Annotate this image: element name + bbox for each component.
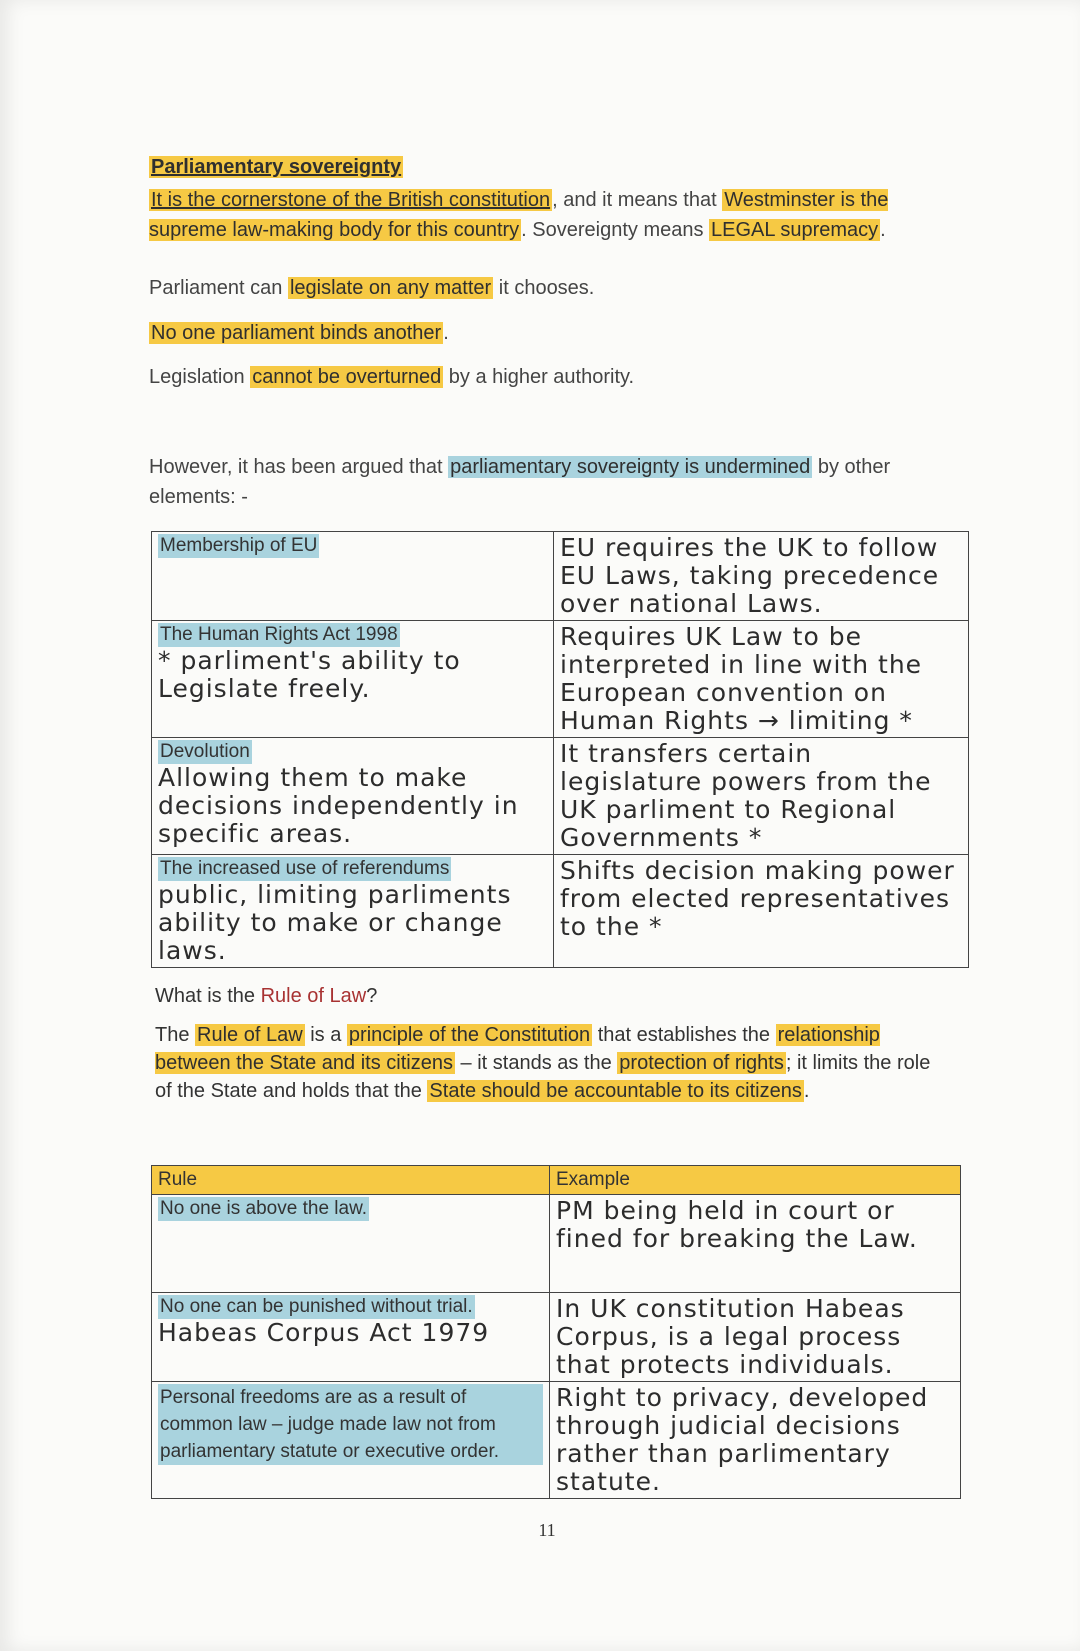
table-row bbox=[152, 1382, 961, 1499]
table-row bbox=[152, 1195, 961, 1293]
paragraph-undermined: However, it has been argued that parliamentary sovereignty is undermined by other elements: - bbox=[149, 456, 891, 508]
table-cell-label: Personal freedoms are as a result of common law – judge made law not from parliamentary statute or executive order. bbox=[152, 1382, 550, 1499]
handwritten-note: Habeas Corpus Act 1979 bbox=[158, 1318, 490, 1347]
sovereignty-table bbox=[151, 531, 969, 968]
handwritten-note: Allowing them to make decisions independently in specific areas. bbox=[158, 763, 519, 848]
table-row bbox=[152, 855, 969, 968]
table-row bbox=[152, 738, 969, 855]
table-cell-label: No one can be punished without trial. Habeas Corpus Act 1979 bbox=[152, 1293, 550, 1382]
table-cell-label: The increased use of referendums public, limiting parliments ability to make or change laws. bbox=[152, 855, 554, 968]
header-example: Example bbox=[550, 1166, 961, 1195]
rule-of-law-question: What is the Rule of Law? bbox=[155, 985, 378, 1007]
handwritten-note: public, limiting parliments ability to make or change laws. bbox=[158, 880, 512, 965]
rule-of-law-table bbox=[151, 1165, 961, 1499]
handwritten-note: In UK constitution Habeas Corpus, is a legal process that protects individuals. bbox=[550, 1293, 961, 1382]
paragraph-overturned: Legislation cannot be overturned by a higher authority. bbox=[149, 366, 635, 388]
handwritten-note: * parliment's ability to Legislate freely. bbox=[158, 646, 461, 703]
table-cell-label: No one is above the law. bbox=[152, 1195, 550, 1293]
rule-of-law-answer: The Rule of Law is a principle of the Constitution that establishes the relationship between the State and its citizens – it stands as the protection of rights ; it limits the role of the State and holds that the State should be accountable to its citizens . bbox=[155, 1024, 931, 1102]
table-row bbox=[152, 621, 969, 738]
header-rule: Rule bbox=[152, 1166, 550, 1195]
handwritten-note: PM being held in court or fined for breaking the Law. bbox=[550, 1195, 961, 1293]
section-heading: Parliamentary sovereignty bbox=[151, 156, 402, 178]
paragraph-binds: No one parliament binds another . bbox=[151, 322, 449, 344]
intro-paragraph: It is the cornerstone of the British constitution , and it means that Westminster is the supreme law-making body for this country . Sovereignty means LEGAL supremacy . bbox=[149, 189, 889, 241]
table-header-row bbox=[152, 1166, 961, 1195]
table-cell-label: Membership of EU bbox=[152, 532, 554, 621]
handwritten-note: It transfers certain legislature powers from the UK parliment to Regional Governments * bbox=[554, 738, 969, 855]
paragraph-legislate: Parliament can legislate on any matter it chooses. bbox=[149, 277, 595, 299]
handwritten-note: Requires UK Law to be interpreted in line with the European convention on Human Rights → limiting * bbox=[554, 621, 969, 738]
handwritten-note: Right to privacy, developed through judicial decisions rather than parlimentary statute. bbox=[550, 1382, 961, 1499]
table-cell-label: The Human Rights Act 1998 * parliment's ability to Legislate freely. bbox=[152, 621, 554, 738]
handwritten-note: EU requires the UK to follow EU Laws, taking precedence over national Laws. bbox=[554, 532, 969, 621]
table-row bbox=[152, 532, 969, 621]
table-cell-label: Devolution Allowing them to make decisions independently in specific areas. bbox=[152, 738, 554, 855]
page-number: 11 bbox=[538, 1520, 556, 1540]
table-row bbox=[152, 1293, 961, 1382]
handwritten-note: Shifts decision making power from elected representatives to the * bbox=[554, 855, 969, 968]
